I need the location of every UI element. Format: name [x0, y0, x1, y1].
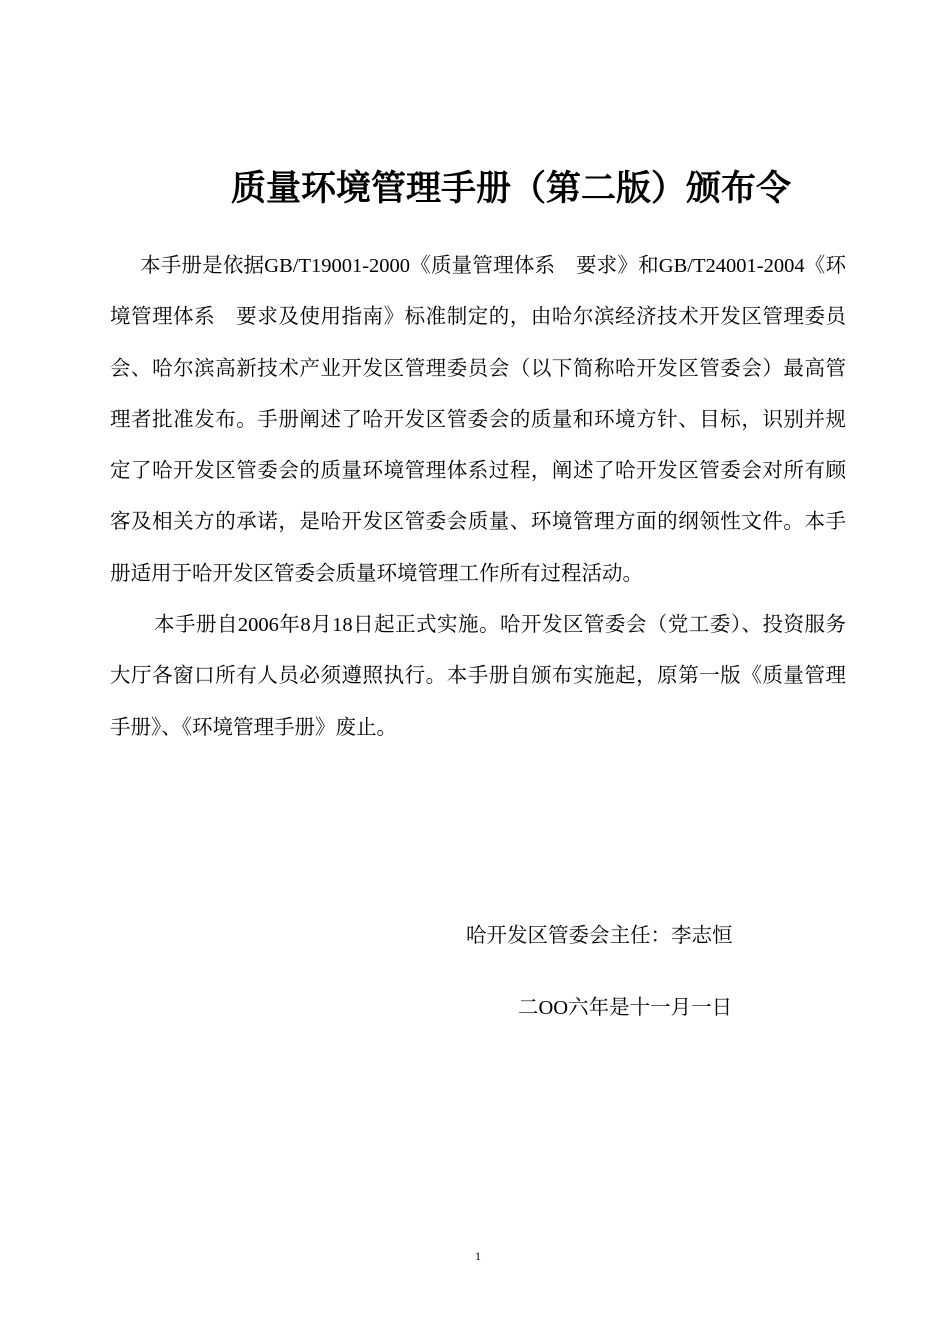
document-body — [110, 241, 846, 754]
issue-date: 二OO六年是十一月一日 — [518, 997, 733, 1019]
paragraph-implementation: 本手册自2006年8月18日起正式实施。哈开发区管委会（党工委）、投资服务大厅各窗口所有人员必须遵照执行。本手册自颁布实施起，原第一版《质量管理手册》、《环境管理手册》废止。 — [110, 614, 846, 739]
page-number: 1 — [475, 1249, 481, 1263]
paragraph-basis: 本手册是依据GB/T19001-2000《质量管理体系 要求》和GB/T24001-2004《环境管理体系 要求及使用指南》标准制定的，由哈尔滨经济技术开发区管理委员会、哈尔滨高新技术产业开发区管理委员会（以下简称哈开发区管委会）最高管理者批准发布。手册阐述了哈开发区管委会的质量和环境方针、目标，识别并规定了哈开发区管委会的质量环境管理体系过程，阐述了哈开发区管委会对所有顾客及相关方的承诺，是哈开发区管委会质量、环境管理方面的纲领性文件。本手册适用于哈开发区管委会质量环境管理工作所有过程活动。 — [110, 255, 846, 585]
signature-line: 哈开发区管委会主任：李志恒 — [466, 925, 733, 947]
document-title: 质量环境管理手册（第二版）颁布令 — [230, 169, 791, 208]
